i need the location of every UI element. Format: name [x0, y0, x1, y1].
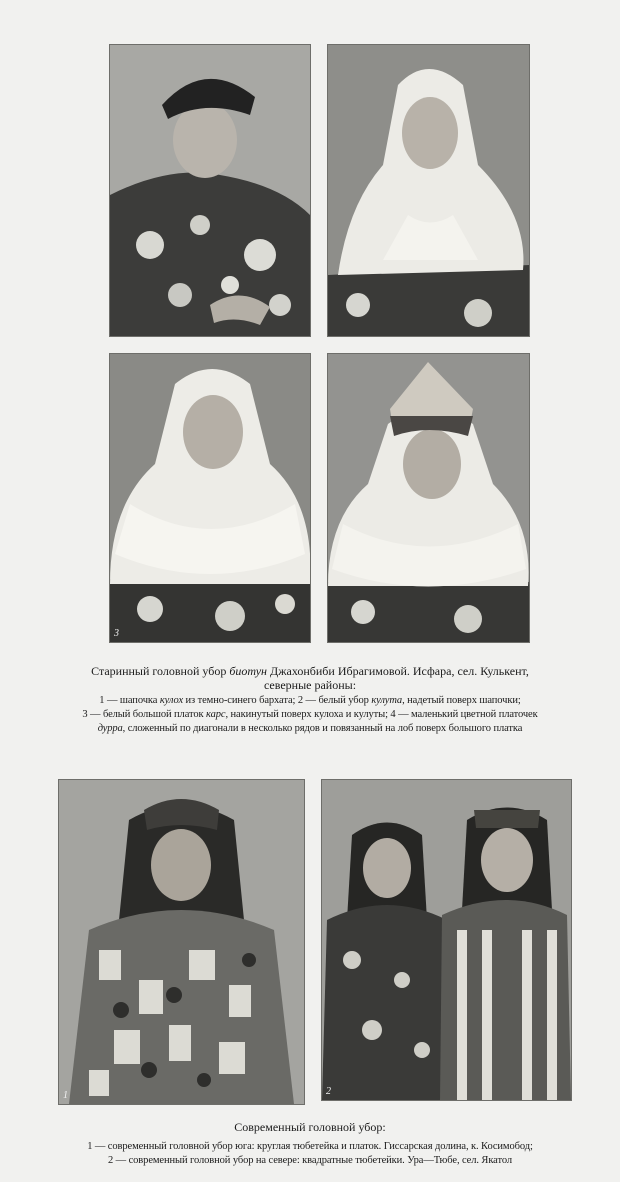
figure2-caption-line-2: 2 — современный головной убор на севере: квадратные тюбетейки. Ура—Тюбе, сел. Якатол — [108, 1155, 512, 1166]
caption-text: , накинутый поверх кулоха и кулуты; 4 — маленький цветной платочек — [225, 709, 538, 720]
caption-text: 1 — шапочка — [99, 695, 160, 706]
figure1-caption-title — [0, 664, 620, 678]
caption-text: , надетый поверх шапочки; — [402, 695, 521, 706]
caption-text: , сложенный по диагонали в несколько рядов и повязанный на лоб поверх большого платка — [122, 723, 523, 734]
figure1-caption-line-3 — [0, 722, 620, 735]
photo-woman-durra-crown — [327, 353, 530, 643]
photo-woman-dark-cap — [109, 44, 311, 337]
photo-woman-round-tubeteika — [58, 779, 305, 1105]
caption-title-text: Старинный головной убор — [91, 664, 230, 678]
caption-term: кулута — [371, 695, 403, 706]
photo-woman-white-kuluta — [327, 44, 530, 337]
photo-number: 1 — [63, 1090, 68, 1101]
figure1-caption-line-1 — [0, 694, 620, 707]
photo-two-girls-square-tubeteika — [321, 779, 572, 1101]
caption-text: из темно-синего бархата; 2 — белый убор — [183, 695, 372, 706]
photo-number: 3 — [114, 628, 119, 639]
photo-woman-white-kars — [109, 353, 311, 643]
caption-text: 3 — белый большой платок — [82, 709, 207, 720]
figure2-caption-line-1: 1 — современный головной убор юга: круглая тюбетейка и платок. Гиссарская долина, к. Косимобод; — [87, 1141, 533, 1152]
figure1-caption-line-2 — [0, 708, 620, 721]
photo-number: 2 — [326, 1086, 331, 1097]
caption-term: дурра — [97, 723, 123, 734]
caption-term: карс — [206, 709, 226, 720]
figure2-caption-title: Современный головной убор: — [234, 1120, 386, 1134]
figure1-caption-title-line2: северные районы: — [263, 678, 357, 692]
caption-title-text: Джахонбиби Ибрагимовой. Исфара, сел. Кулькент, — [267, 664, 529, 678]
caption-title-term: биотун — [229, 664, 268, 678]
caption-term: кулох — [159, 695, 184, 706]
